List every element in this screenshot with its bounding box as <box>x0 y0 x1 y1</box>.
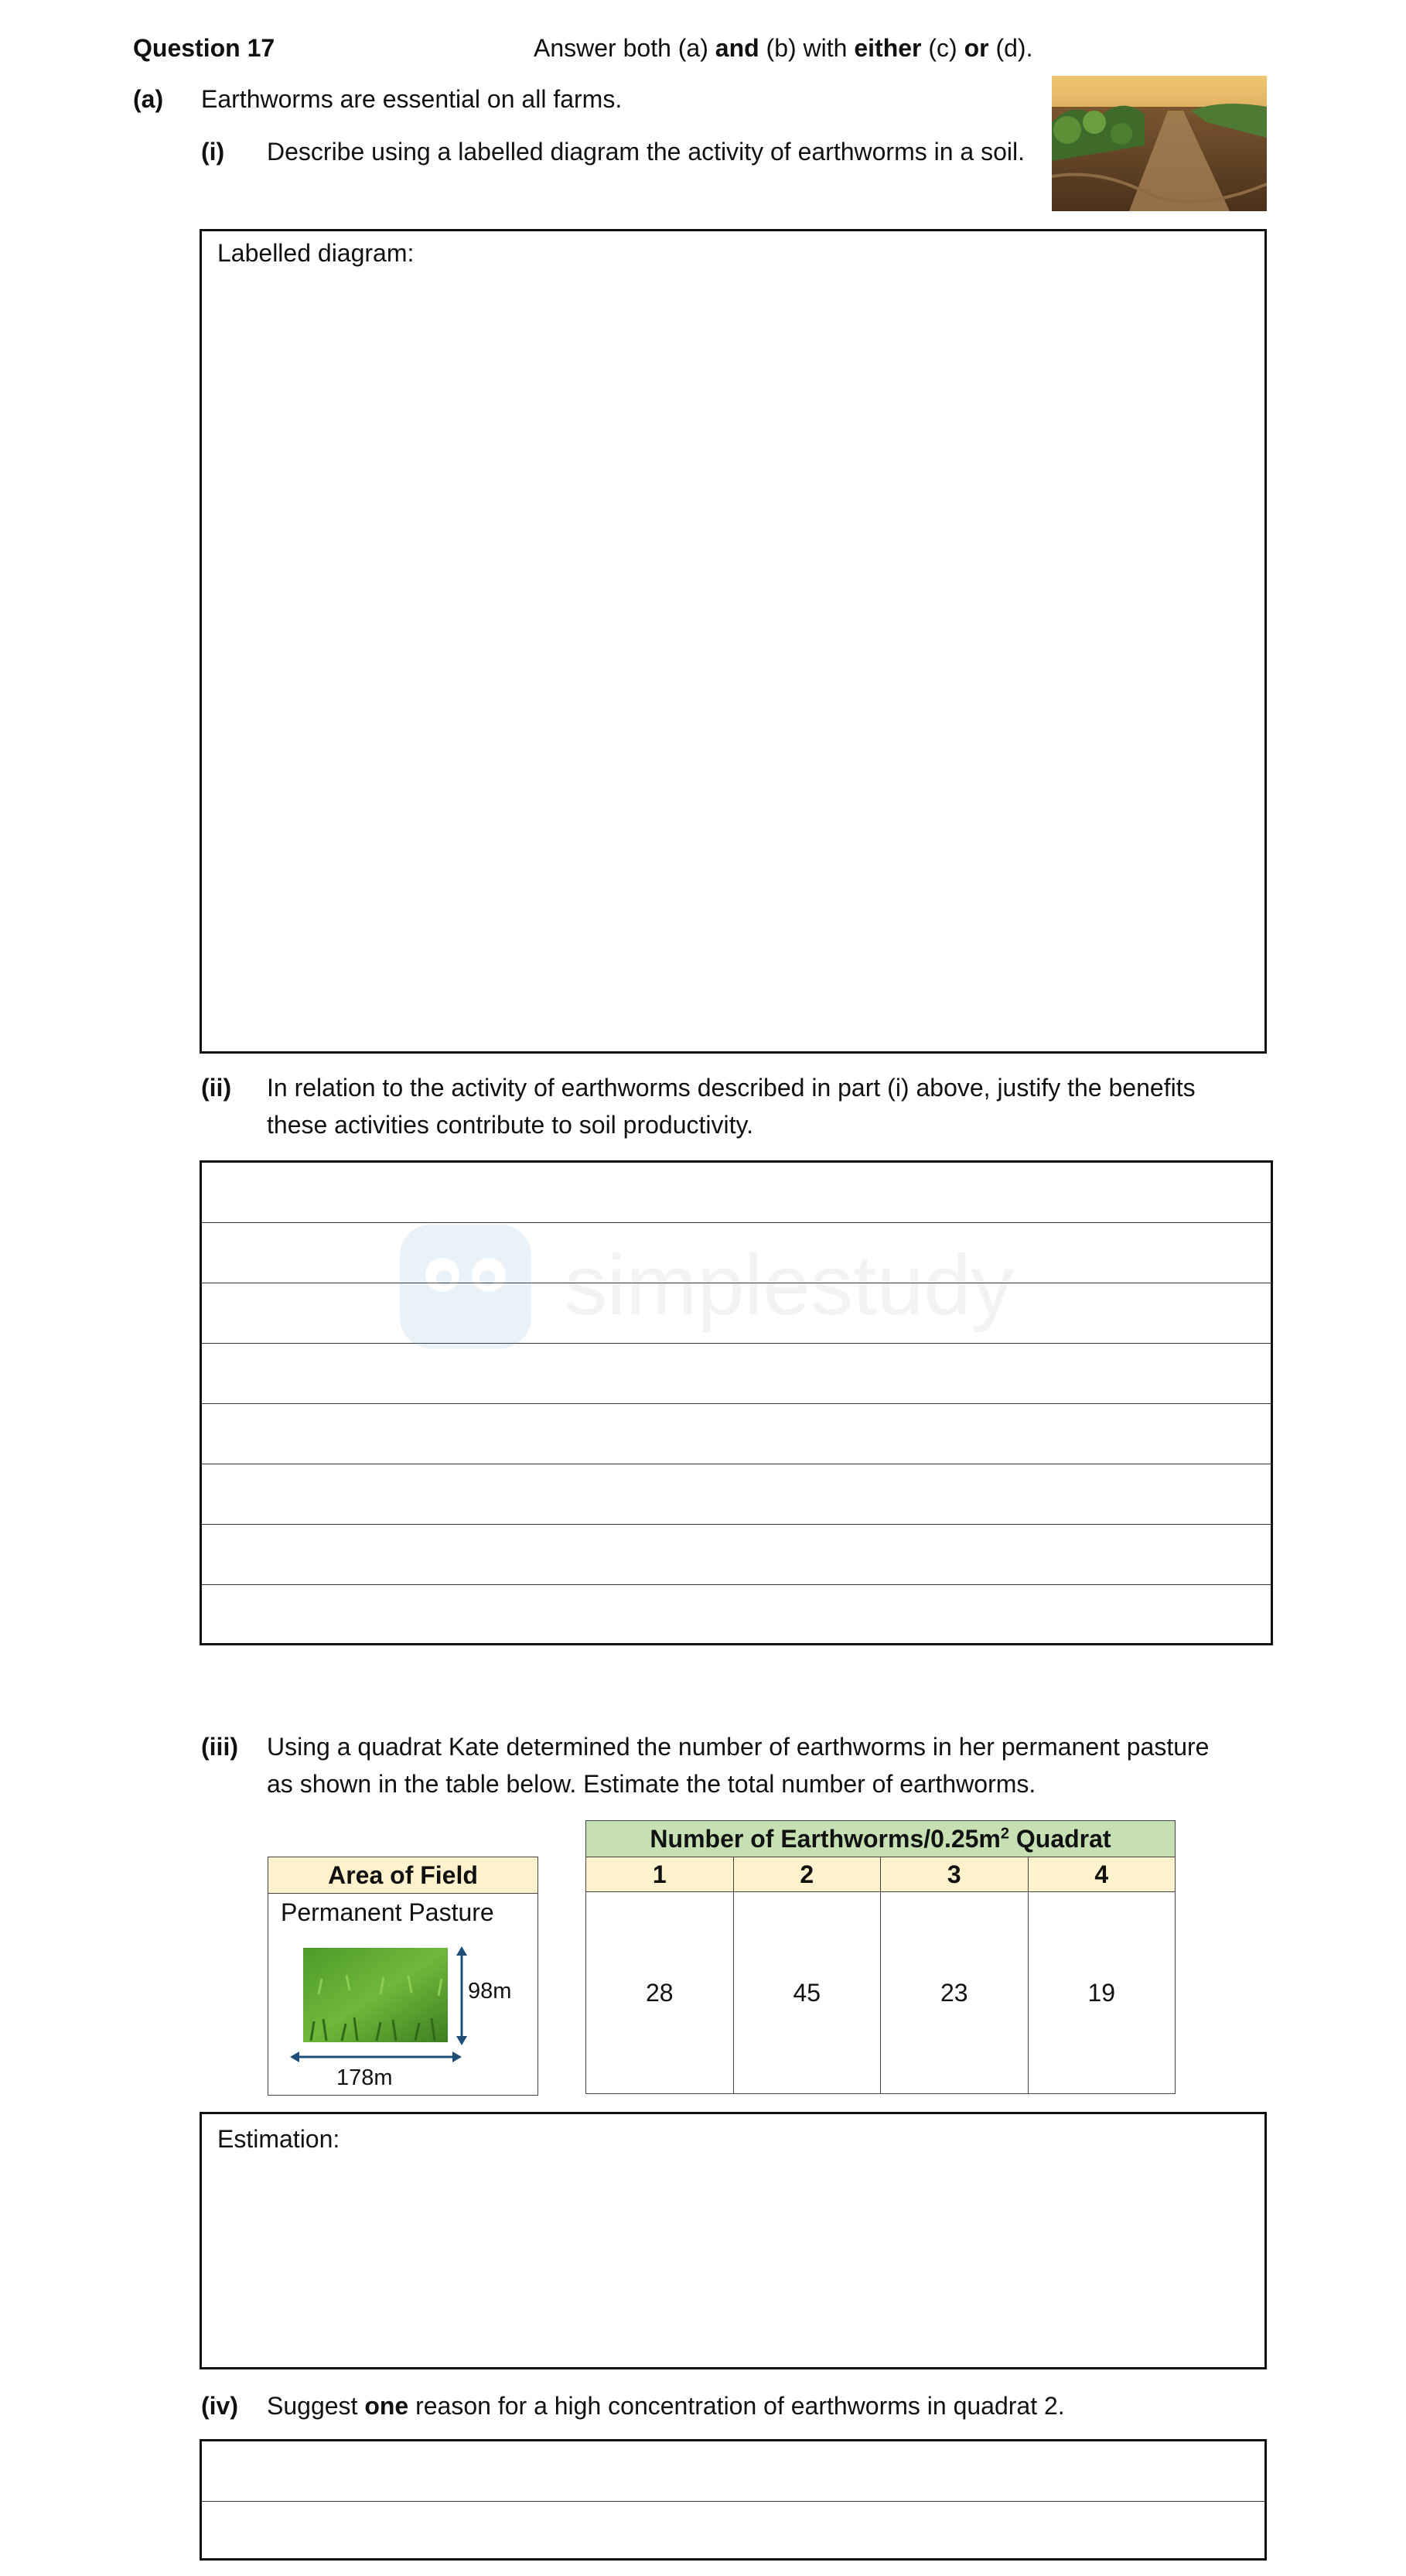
area-cell <box>268 1894 538 2096</box>
quadrat-header: 1 <box>586 1857 734 1892</box>
quadrat-count: 19 <box>1028 1892 1176 2094</box>
watermark-logo-icon <box>396 1221 535 1352</box>
part-a-label: (a) <box>133 85 164 113</box>
area-of-field-table <box>268 1857 538 2096</box>
answer-line[interactable] <box>202 2502 1264 2562</box>
quadrat-count: 23 <box>881 1892 1029 2094</box>
reason-answer-box[interactable] <box>200 2439 1267 2561</box>
answer-line[interactable] <box>202 2441 1264 2502</box>
part-iv-label: (iv) <box>201 2392 238 2420</box>
quadrat-header: 3 <box>881 1857 1029 1892</box>
answer-line[interactable] <box>202 1344 1271 1404</box>
estimation-box-label: Estimation: <box>217 2125 340 2153</box>
quadrat-count: 28 <box>586 1892 734 2094</box>
question-number: Question 17 <box>133 34 275 62</box>
quadrat-header: 2 <box>733 1857 881 1892</box>
grass-field-image <box>303 1948 448 2042</box>
diagram-box-label: Labelled diagram: <box>217 239 415 267</box>
part-iii-text-1: Using a quadrat Kate determined the number of earthworms in her permanent pasture <box>267 1733 1210 1761</box>
answer-line[interactable] <box>202 1585 1271 1645</box>
part-ii-text-1: In relation to the activity of earthworms described in part (i) above, justify the benefits <box>267 1074 1196 1102</box>
watermark-text: simplestudy <box>565 1238 1014 1333</box>
part-ii-label: (ii) <box>201 1074 232 1102</box>
earthworm-count-table <box>585 1820 1176 2094</box>
area-header: Area of Field <box>268 1857 538 1894</box>
width-label: 178m <box>336 2065 393 2090</box>
height-arrow-icon <box>454 1946 469 2045</box>
part-a-text: Earthworms are essential on all farms. <box>201 85 623 113</box>
height-label: 98m <box>468 1979 512 2004</box>
part-iii-text-2: as shown in the table below. Estimate the total number of earthworms. <box>267 1770 1036 1798</box>
width-arrow-icon <box>290 2050 462 2064</box>
quadrat-count: 45 <box>733 1892 881 2094</box>
simplestudy-watermark <box>396 1221 1015 1352</box>
part-iii-label: (iii) <box>201 1733 238 1761</box>
answer-line[interactable] <box>202 1464 1271 1525</box>
field-type: Permanent Pasture <box>281 1898 494 1926</box>
part-iv-text: Suggest one reason for a high concentration of earthworms in quadrat 2. <box>267 2392 1065 2420</box>
count-table-title: Number of Earthworms/$0.25m^2$ Quadrat <box>586 1821 1176 1857</box>
farm-field-photo <box>1052 76 1267 211</box>
part-i-text: Describe using a labelled diagram the activity of earthworms in a soil. <box>267 138 1025 166</box>
diagram-answer-box[interactable] <box>200 229 1267 1054</box>
answer-line[interactable] <box>202 1163 1271 1223</box>
instructions: Answer both (a) and (b) with either (c) or (d). <box>534 34 1033 62</box>
estimation-answer-box[interactable] <box>200 2112 1267 2369</box>
answer-line[interactable] <box>202 1404 1271 1464</box>
answer-line[interactable] <box>202 1525 1271 1585</box>
quadrat-header: 4 <box>1028 1857 1176 1892</box>
part-i-label: (i) <box>201 138 225 166</box>
part-ii-text-2: these activities contribute to soil productivity. <box>267 1111 754 1139</box>
